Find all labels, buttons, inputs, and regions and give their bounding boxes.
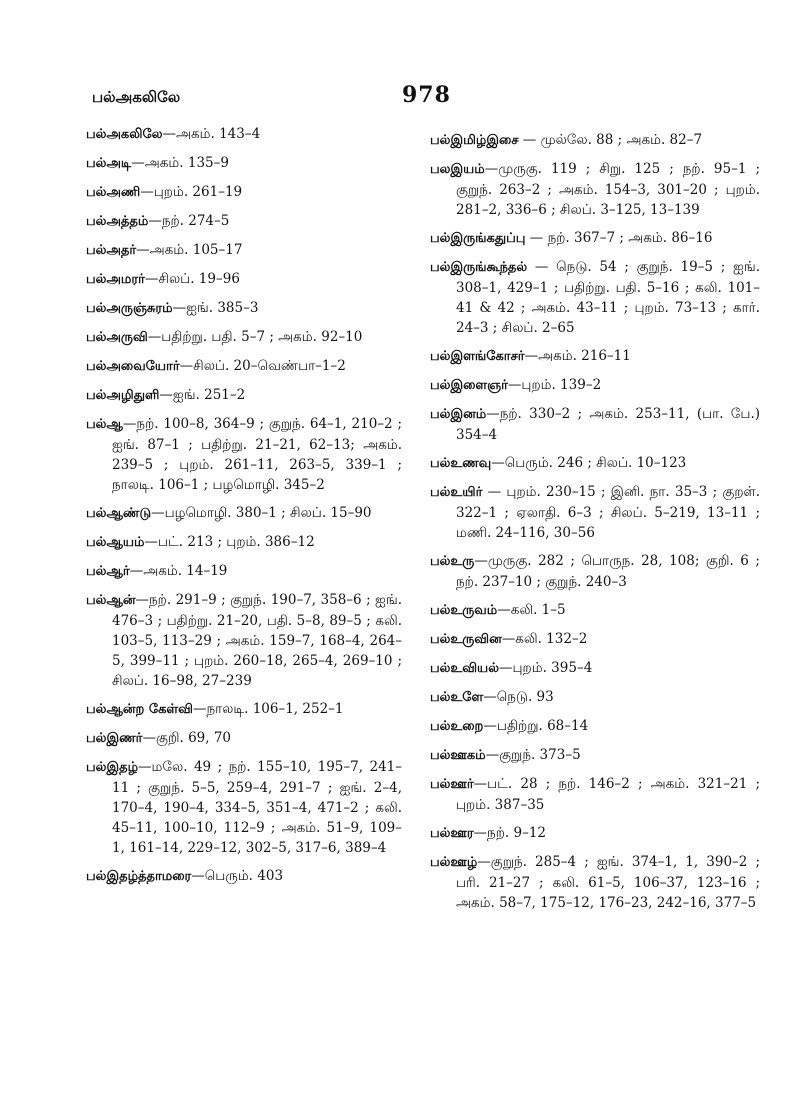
entry-references: —மலே. 49 ; நற். 155–10, 195–7, 241–11 ; குறுந். 5–5, 259–4, 291–7 ; ஐங். 2–4, 170–4, 190–4, 334–5, 351–4, 471–2 ; கலி. 45–11, 100–10, 112–9 ; அகம். 51–9, 109–1, 161–14, 229–12, 302–5, 317–6, 389–4 xyxy=(112,759,402,856)
index-entry xyxy=(430,130,760,151)
index-entry xyxy=(86,728,402,749)
index-entry xyxy=(86,590,402,691)
entry-references: —புறம். 261–19 xyxy=(140,184,243,200)
entry-headword: பல்உளே xyxy=(430,690,484,705)
page-header xyxy=(92,82,732,118)
entry-references: —நற். 9–12 xyxy=(473,825,546,841)
index-entry xyxy=(86,414,402,495)
index-entry xyxy=(430,159,760,220)
index-entry xyxy=(86,182,402,203)
page-number: 978 xyxy=(402,82,451,108)
entry-references: —முருகு. 119 ; சிறு. 125 ; நற். 95–1 ; குறுந். 263–2 ; அகம். 154–3, 301–20 ; புறம். 281–2, 336–6 ; சிலப். 3–125, 13–139 xyxy=(456,161,760,218)
index-entry xyxy=(86,561,402,582)
right-column xyxy=(430,130,760,921)
index-entry xyxy=(86,503,402,524)
entry-references: —நற். 330–2 ; அகம். 253–11, (பா. பே.) 354–4 xyxy=(456,406,760,443)
entry-references: —அகம். 14–19 xyxy=(129,563,228,579)
entry-headword: பல்அணி xyxy=(86,185,141,200)
entry-headword: பல்அத்தம் xyxy=(86,214,149,229)
entry-headword: பல்உறை xyxy=(430,719,484,734)
entry-headword: பல்இமிழ்இசை xyxy=(430,133,519,148)
entry-references: —அகம். 216–11 xyxy=(524,348,631,364)
entry-headword: பல்ஆர் xyxy=(86,564,130,579)
entry-references: —நற். 274–5 xyxy=(148,213,230,229)
entry-references: —நற். 291–9 ; குறுந். 190–7, 358–6 ; ஐங். 476–3 ; பதிற்று. 21–20, பதி. 5–8, 89–5 ; கலி. 103–5, 113–29 ; அகம். 159–7, 168–4, 264–5, 399–11 ; புறம். 260–18, 265–4, 269–10 ; சிலப். 16–98, 27–239 xyxy=(112,592,402,689)
entry-headword: பல்அழிதுளி xyxy=(86,388,160,403)
index-entry xyxy=(430,600,760,621)
entry-headword: பல்இளங்கோசர் xyxy=(430,349,525,364)
index-entry xyxy=(86,211,402,232)
index-entry xyxy=(86,699,402,720)
entry-references: —கலி. 1–5 xyxy=(497,602,566,618)
index-entry xyxy=(86,385,402,406)
entry-headword: பல்ஊகம் xyxy=(430,748,486,763)
index-entry xyxy=(86,153,402,174)
entry-references: —நற். 100–8, 364–9 ; குறுந். 64–1, 210–2 ; ஐங். 87–1 ; பதிற்று. 21–21, 62–13; அகம். 239–5 ; புறம். 261–11, 263–5, 339–1 ; நாலடி. 106–1 ; பழமொழி. 345–2 xyxy=(112,416,402,493)
entry-references: —சிலப். 19–96 xyxy=(144,271,240,287)
index-entry xyxy=(430,629,760,650)
entry-references: —ஐங். 385–3 xyxy=(172,300,259,316)
entry-headword: பல்அமரர் xyxy=(86,272,145,287)
entry-headword: பல்இதழ்த்தாமரை xyxy=(86,869,192,884)
index-entry xyxy=(430,551,760,592)
entry-headword: பல்ஆயம் xyxy=(86,535,145,550)
index-entry xyxy=(430,658,760,679)
entry-headword: பல்இருங்கதுப்பு xyxy=(430,231,526,246)
entry-headword: பல்உருவம் xyxy=(430,603,498,618)
entry-references: —அகம். 143–4 xyxy=(162,126,261,142)
entry-headword: பல்இருங்கூந்தல் xyxy=(430,260,528,275)
index-entry xyxy=(86,757,402,858)
entry-references: —குறுந். 373–5 xyxy=(485,747,581,763)
entry-headword: பல்அதர் xyxy=(86,243,137,258)
index-entry xyxy=(430,745,760,766)
index-entry xyxy=(86,269,402,290)
entry-headword: பல்ஆ xyxy=(86,417,123,432)
entry-references: —பெரும். 246 ; சிலப். 10–123 xyxy=(491,455,687,471)
index-entry xyxy=(86,240,402,261)
entry-headword: பல்அடி xyxy=(86,156,132,171)
entry-headword: பல்ஆன் xyxy=(86,593,136,608)
entry-headword: பல்உவியல் xyxy=(430,661,499,676)
index-entry xyxy=(430,346,760,367)
index-entry xyxy=(430,852,760,913)
entry-references: —பதிற்று. பதி. 5–7 ; அகம். 92–10 xyxy=(147,329,363,345)
entry-references: —அகம். 105–17 xyxy=(136,242,243,258)
entry-headword: பல்இதழ் xyxy=(86,760,139,775)
index-entry xyxy=(430,404,760,445)
entry-headword: பல்இணர் xyxy=(86,731,143,746)
entry-headword: பல்அருஞ்சுரம் xyxy=(86,301,173,316)
entry-references: — நெடு. 54 ; குறுந். 19–5 ; ஐங். 308–1, 429–1 ; பதிற்று. பதி. 5–16 ; கலி. 101–41 & 42 ; அகம். 43–11 ; புறம். 73–13 ; கார். 24–3 ; சிலப். 2–65 xyxy=(456,259,760,336)
entry-references: — புறம். 230–15 ; இனி. நா. 35–3 ; குறள். 322–1 ; ஏலாதி. 6–3 ; சிலப். 5–219, 13–11 ; மணி. 24–116, 30–56 xyxy=(456,484,760,541)
entry-headword: பல்ஊர் xyxy=(430,777,474,792)
entry-headword: பல்ஊழ் xyxy=(430,855,478,870)
left-column xyxy=(86,124,402,895)
entry-headword: பல்அவையோர் xyxy=(86,359,180,374)
entry-headword: பல்அருவி xyxy=(86,330,148,345)
entry-references: — நற். 367–7 ; அகம். 86–16 xyxy=(525,230,713,246)
index-entry xyxy=(430,687,760,708)
entry-references: —பட். 213 ; புறம். 386–12 xyxy=(144,534,315,550)
entry-references: —ஐங். 251–2 xyxy=(159,387,246,403)
index-entry xyxy=(430,482,760,543)
index-entry xyxy=(86,532,402,553)
index-entry xyxy=(86,356,402,377)
entry-references: —பதிற்று. 68–14 xyxy=(483,718,589,734)
entry-headword: பல்அகலிலே xyxy=(86,127,163,142)
entry-references: — முல்லே. 88 ; அகம். 82–7 xyxy=(518,132,703,148)
index-entry xyxy=(430,823,760,844)
entry-references: —பழமொழி. 380–1 ; சிலப். 15–90 xyxy=(151,505,372,521)
entry-headword: பலஇயம் xyxy=(430,162,485,177)
index-entry xyxy=(86,298,402,319)
entry-references: —கலி. 132–2 xyxy=(501,631,588,647)
index-entry xyxy=(86,327,402,348)
index-entry xyxy=(430,228,760,249)
index-entry xyxy=(430,375,760,396)
entry-references: —முருகு. 282 ; பொருந. 28, 108; குறி. 6 ; நற். 237–10 ; குறுந். 240–3 xyxy=(456,553,760,590)
entry-headword: பல்உணவு xyxy=(430,456,492,471)
entry-references: —புறம். 395–4 xyxy=(499,660,593,676)
entry-headword: பல்உயிர் xyxy=(430,485,483,500)
entry-references: —பெரும். 403 xyxy=(191,868,284,884)
entry-references: —குறி. 69, 70 xyxy=(142,730,232,746)
entry-headword: பல்இளைஞர் xyxy=(430,378,508,393)
index-entry xyxy=(86,866,402,887)
index-entry xyxy=(86,124,402,145)
index-entry xyxy=(430,716,760,737)
entry-headword: பல்உருவின xyxy=(430,632,502,647)
entry-references: —அகம். 135–9 xyxy=(131,155,229,171)
index-entry xyxy=(430,453,760,474)
entry-references: —பட். 28 ; நற். 146–2 ; அகம். 321–21 ; புறம். 387–35 xyxy=(456,776,760,813)
running-head: பல்அகலிலே xyxy=(92,88,181,106)
entry-references: —சிலப். 20–வெண்பா–1–2 xyxy=(179,358,346,374)
entry-references: —குறுந். 285–4 ; ஐங். 374–1, 1, 390–2 ; பரி. 21–27 ; கலி. 61–5, 106–37, 123–16 ; அகம். 58–7, 175–12, 176–23, 242–16, 377–5 xyxy=(456,854,760,911)
entry-references: —நெடு. 93 xyxy=(483,689,554,705)
entry-headword: பல்இனம் xyxy=(430,407,487,422)
index-entry xyxy=(430,257,760,338)
entry-references: —புறம். 139–2 xyxy=(507,377,602,393)
entry-headword: பல்ஊர xyxy=(430,826,474,841)
index-entry xyxy=(430,774,760,815)
entry-references: —நாலடி. 106–1, 252–1 xyxy=(192,701,344,717)
entry-headword: பல்ஆன்ற கேள்வி xyxy=(86,702,193,717)
entry-headword: பல்ஆண்டு xyxy=(86,506,152,521)
entry-headword: பல்உரு xyxy=(430,554,475,569)
